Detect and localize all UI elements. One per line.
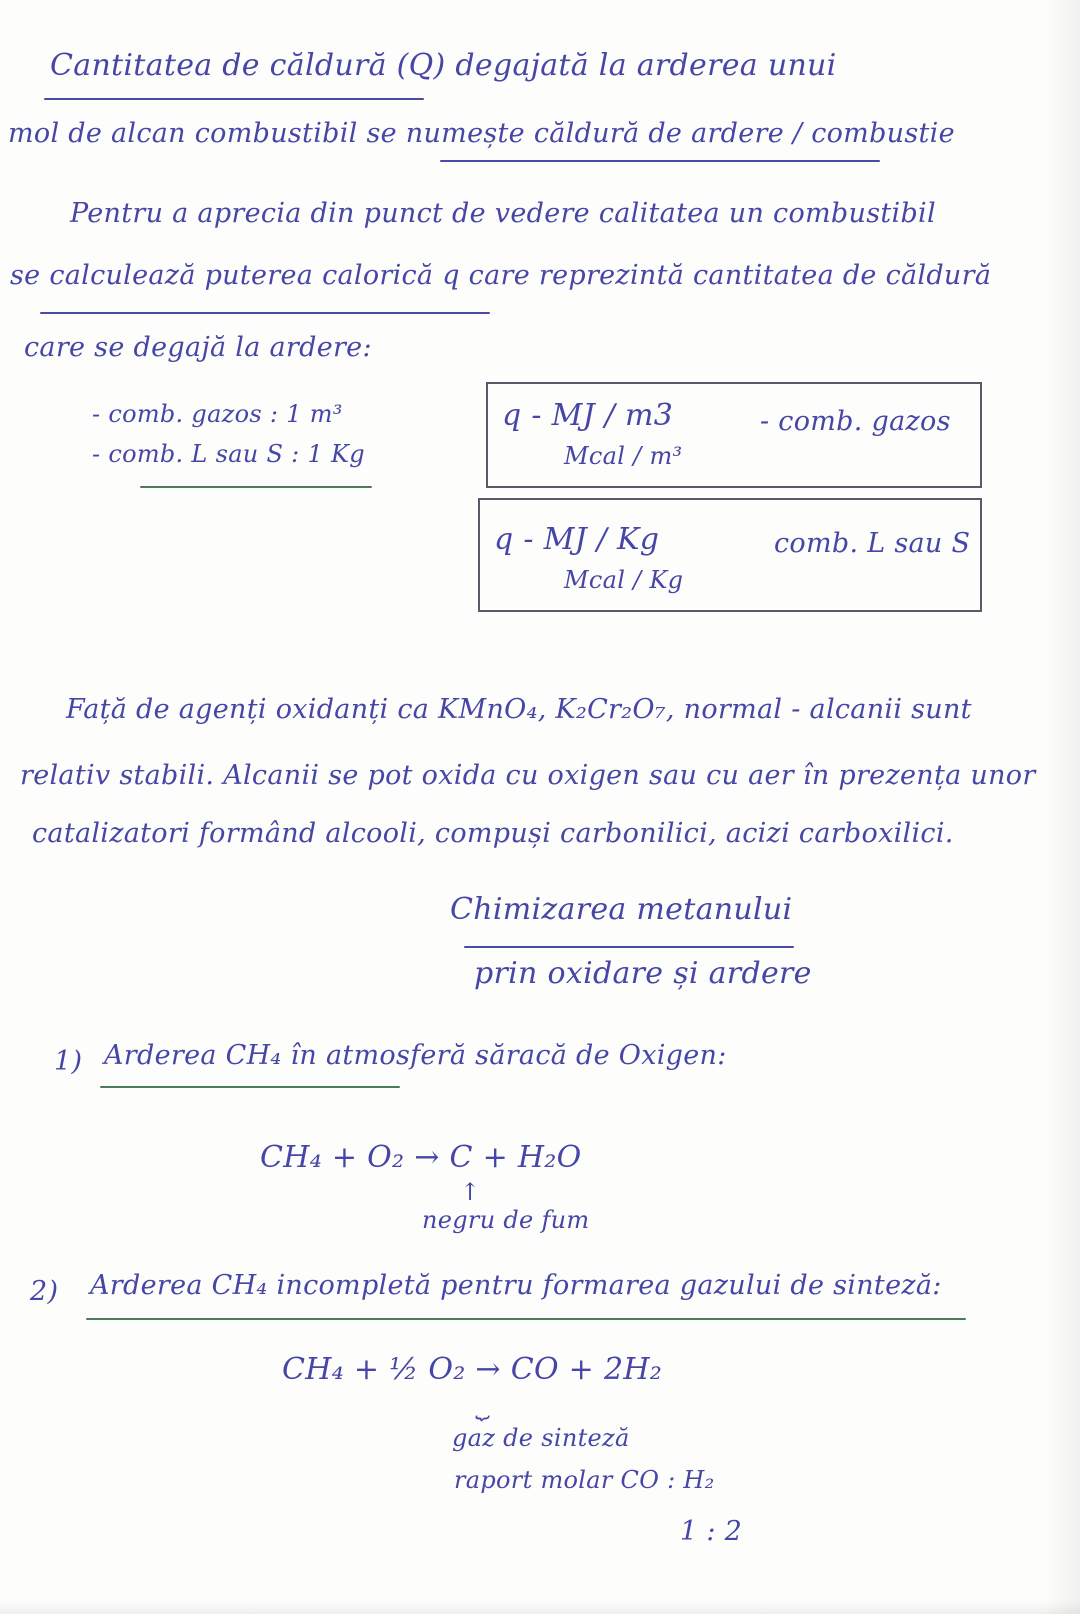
item1-equation: CH₄ + O₂ → C + H₂O (260, 1140, 582, 1175)
item2-caption2: raport molar CO : H₂ (454, 1466, 715, 1494)
underline-caldura-ardere (440, 160, 880, 162)
list-underline (140, 486, 372, 488)
list-item-gas: - comb. gazos : 1 m³ (92, 400, 343, 428)
item2-equation: CH₄ + ½ O₂ → CO + 2H₂ (282, 1352, 663, 1387)
underline-title (44, 98, 424, 100)
item1-number: 1) (54, 1046, 83, 1077)
item2-caption1: gaz de sinteză (452, 1424, 630, 1452)
paragraph1-line1: Cantitatea de căldură (Q) degajată la arderea unui (50, 48, 837, 83)
paragraph3-line1: Față de agenți oxidanți ca KMnO₄, K₂Cr₂O₇, normal - alcanii sunt (66, 694, 972, 725)
box2-note: comb. L sau S (774, 528, 971, 559)
item2-number: 2) (30, 1276, 59, 1307)
item2-title: Arderea CH₄ incompletă pentru formarea gazului de sinteză: (90, 1270, 942, 1301)
list-item-liquid-solid: - comb. L sau S : 1 Kg (92, 440, 365, 468)
heading-line2: prin oxidare și ardere (474, 956, 812, 991)
heading-underline (464, 946, 794, 948)
underline-putere-calorica (40, 312, 490, 314)
item2-underline (86, 1318, 966, 1320)
paragraph2-line2: se calculează puterea calorică q care reprezintă cantitatea de căldură (10, 260, 992, 291)
page-bottom-shadow (0, 1600, 1080, 1614)
item1-arrow: ↑ (460, 1178, 481, 1206)
heading-line1: Chimizarea metanului (450, 892, 793, 927)
item2-ratio: 1 : 2 (680, 1516, 743, 1547)
box2-line2: Mcal / Kg (564, 566, 684, 594)
box1-note: - comb. gazos (760, 406, 951, 437)
item1-caption: negru de fum (422, 1206, 590, 1234)
paragraph2-line3: care se degajă la ardere: (24, 332, 372, 363)
paragraph3-line3: catalizatori formând alcooli, compuși carbonilici, acizi carboxilici. (32, 818, 954, 849)
item2-brace: ⏟ (476, 1392, 491, 1420)
item1-title: Arderea CH₄ în atmosferă săracă de Oxigen: (104, 1040, 727, 1071)
item1-underline (100, 1086, 400, 1088)
page-edge-shadow (1044, 0, 1080, 1614)
paragraph3-line2: relativ stabili. Alcanii se pot oxida cu oxigen sau cu aer în prezența unor (20, 760, 1036, 791)
box1-line2: Mcal / m³ (564, 442, 683, 470)
paragraph2-line1: Pentru a aprecia din punct de vedere calitatea un combustibil (70, 198, 936, 229)
box1-line1: q - MJ / m3 (502, 398, 674, 433)
paragraph1-line2: mol de alcan combustibil se numește căldură de ardere / combustie (8, 118, 955, 149)
box2-line1: q - MJ / Kg (494, 522, 660, 557)
